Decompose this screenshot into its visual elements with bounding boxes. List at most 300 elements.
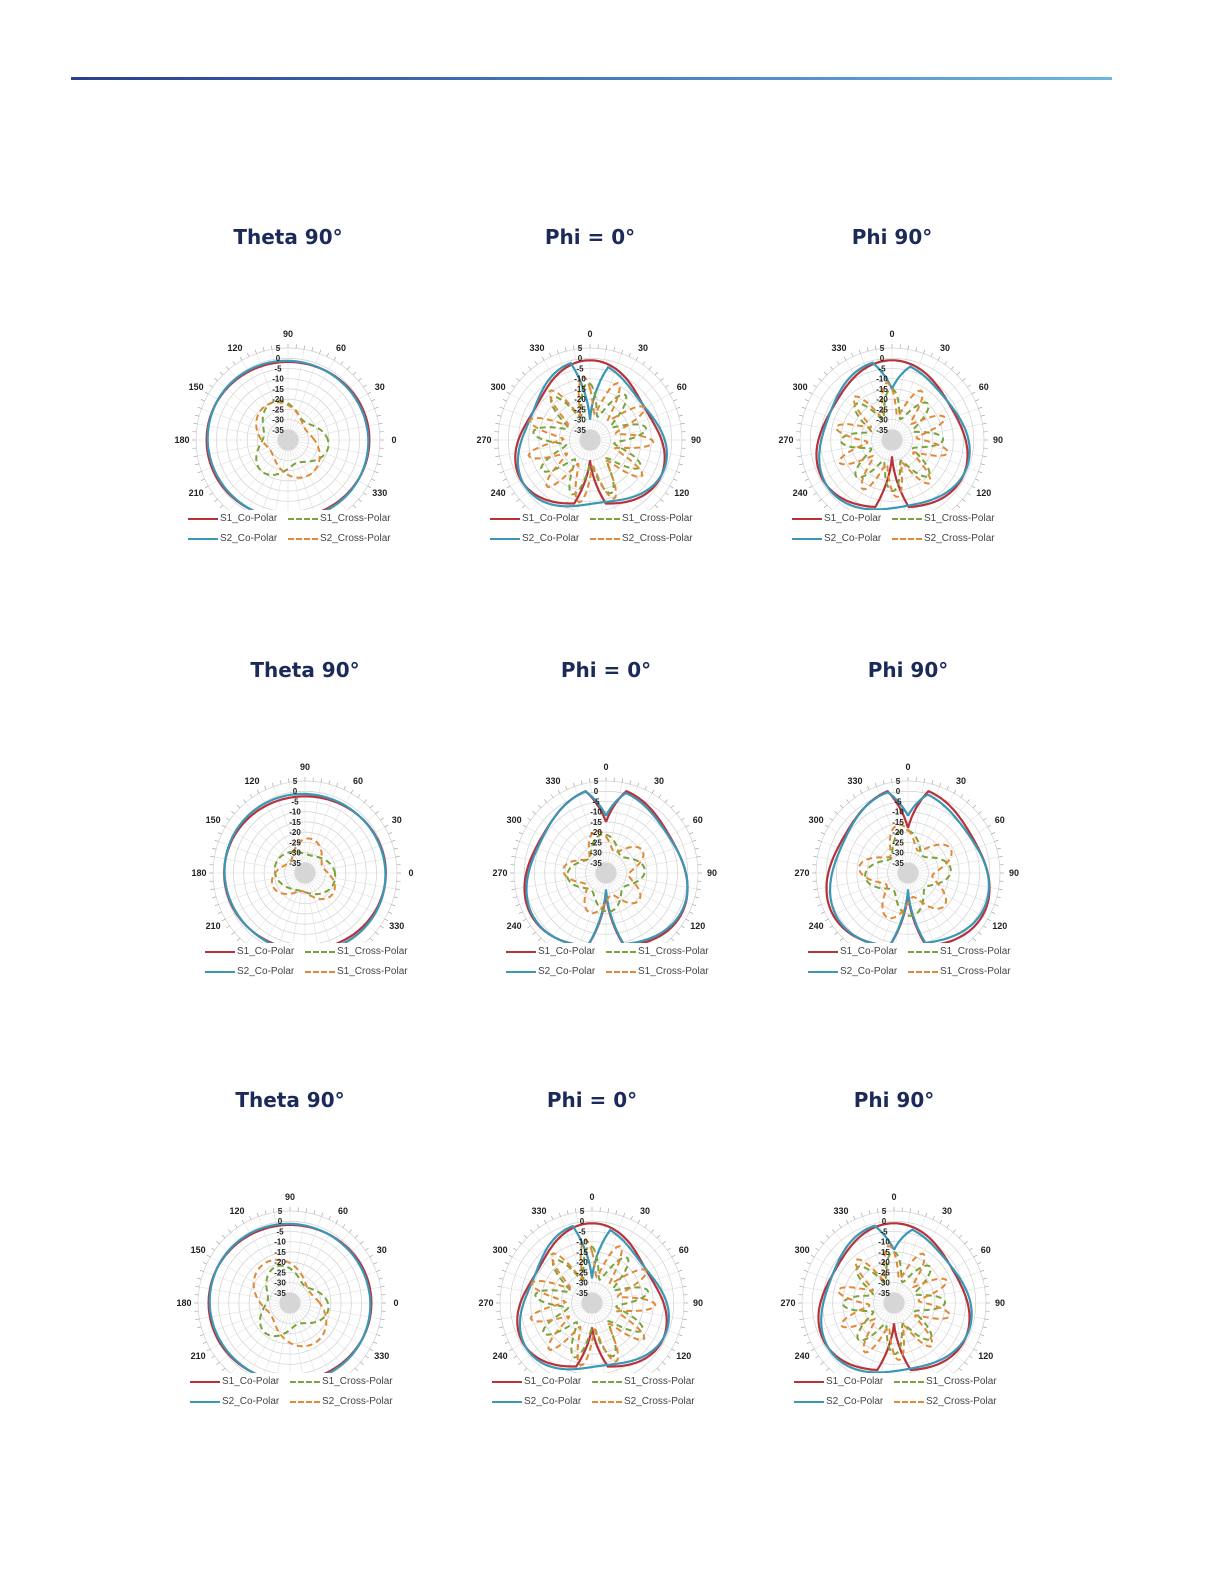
outer-tick xyxy=(938,357,940,360)
outer-tick xyxy=(376,1270,380,1271)
outer-tick xyxy=(381,1319,385,1320)
outer-tick xyxy=(347,366,350,369)
outer-tick xyxy=(377,415,381,416)
outer-tick xyxy=(513,897,517,898)
outer-tick xyxy=(243,799,246,802)
outer-tick xyxy=(924,778,925,782)
angle-label: 330 xyxy=(847,776,863,787)
outer-tick xyxy=(829,818,832,820)
outer-tick xyxy=(358,499,361,502)
outer-tick xyxy=(983,423,987,424)
outer-tick xyxy=(205,392,208,394)
legend-label: S2_Co-Polar xyxy=(826,1396,884,1407)
legend-label: S1_Co-Polar xyxy=(824,513,882,524)
radial-tick-label: -20 xyxy=(576,1258,588,1268)
legend-label: S1_Cross-Polar xyxy=(924,513,995,524)
chart-title: Phi = 0° xyxy=(546,1088,638,1112)
outer-tick xyxy=(697,889,701,890)
radial-tick-label: -25 xyxy=(576,1268,588,1278)
angle-label: 210 xyxy=(190,1351,206,1361)
outer-tick xyxy=(257,1213,258,1217)
outer-tick xyxy=(198,407,202,408)
angle-label: 240 xyxy=(490,488,506,498)
outer-tick xyxy=(818,378,821,381)
outer-tick xyxy=(375,811,378,814)
outer-tick xyxy=(983,926,986,928)
outer-tick xyxy=(265,1210,266,1214)
outer-tick xyxy=(502,1334,506,1335)
radial-tick-label: -15 xyxy=(576,1247,588,1257)
outer-tick xyxy=(839,1224,841,1227)
outer-tick xyxy=(676,471,680,472)
outer-tick xyxy=(343,1224,345,1227)
radial-tick-label: -30 xyxy=(878,1278,890,1288)
angle-label: 210 xyxy=(188,488,204,498)
outer-tick xyxy=(226,366,229,369)
legend-swatch xyxy=(792,538,822,540)
radial-tick-label: -35 xyxy=(574,425,586,435)
radial-tick-label: -10 xyxy=(892,807,904,817)
outer-tick xyxy=(951,366,954,369)
legend-label: S2_Co-Polar xyxy=(524,1396,582,1407)
outer-tick xyxy=(939,783,940,787)
outer-tick xyxy=(535,361,537,364)
legend-item xyxy=(606,946,709,957)
outer-tick xyxy=(220,505,223,508)
legend-label: S1_Cross-Polar xyxy=(940,946,1011,957)
outer-tick xyxy=(211,1248,214,1250)
legend-item xyxy=(288,513,391,524)
legend-item xyxy=(894,1376,997,1387)
outer-tick xyxy=(638,1220,640,1223)
outer-tick xyxy=(193,456,197,457)
radial-tick-label: -35 xyxy=(272,425,284,435)
outer-tick xyxy=(804,1270,808,1271)
outer-tick xyxy=(681,1278,685,1279)
outer-tick xyxy=(250,794,252,797)
radial-tick-label: -10 xyxy=(590,807,602,817)
legend-item xyxy=(506,946,595,957)
outer-tick xyxy=(211,1356,214,1358)
outer-tick xyxy=(978,811,981,814)
outer-tick xyxy=(947,1224,949,1227)
legend-label: S1_Co-Polar xyxy=(220,513,278,524)
outer-tick xyxy=(621,350,622,354)
radial-tick-label: 5 xyxy=(277,1207,283,1216)
angle-label: 240 xyxy=(792,488,808,498)
radial-tick-label: -15 xyxy=(876,384,888,394)
outer-tick xyxy=(379,1327,383,1328)
outer-tick xyxy=(288,778,289,782)
outer-tick xyxy=(974,1349,977,1351)
outer-tick xyxy=(678,1334,682,1335)
radial-tick-label: -10 xyxy=(878,1237,890,1247)
outer-tick xyxy=(645,1224,647,1227)
angle-label: 120 xyxy=(676,1351,692,1361)
outer-tick xyxy=(336,783,337,787)
legend-label: S2_Cross-Polar xyxy=(622,533,693,544)
outer-tick xyxy=(271,345,272,349)
outer-tick xyxy=(519,912,523,914)
outer-tick xyxy=(957,505,960,508)
outer-tick xyxy=(524,1368,527,1371)
outer-tick xyxy=(985,1286,989,1287)
outer-tick xyxy=(805,399,809,401)
outer-tick xyxy=(373,1342,377,1344)
outer-tick xyxy=(509,1349,512,1351)
outer-tick xyxy=(516,840,520,841)
legend-swatch xyxy=(592,1381,622,1383)
outer-tick xyxy=(212,848,216,849)
outer-tick xyxy=(218,832,222,834)
angle-label: 210 xyxy=(205,921,221,931)
outer-tick xyxy=(983,456,987,457)
outer-tick xyxy=(235,1224,237,1227)
legend-swatch xyxy=(288,518,318,520)
outer-tick xyxy=(247,353,249,357)
outer-tick xyxy=(815,1248,818,1250)
outer-tick xyxy=(355,1368,358,1371)
outer-tick xyxy=(959,1235,962,1238)
angle-label: 330 xyxy=(389,921,405,931)
legend-label: S2_Co-Polar xyxy=(522,533,580,544)
outer-tick xyxy=(264,786,266,790)
outer-tick xyxy=(336,1220,338,1223)
polar-chart xyxy=(742,225,1042,605)
outer-tick xyxy=(659,794,661,797)
polar-plot xyxy=(138,280,438,510)
legend-swatch xyxy=(205,971,235,973)
outer-tick xyxy=(353,505,356,508)
legend-swatch xyxy=(490,518,520,520)
radial-tick-label: -35 xyxy=(576,1288,588,1298)
outer-tick xyxy=(813,856,817,857)
outer-tick xyxy=(360,1362,363,1365)
legend-swatch xyxy=(305,951,335,953)
outer-tick xyxy=(983,1327,987,1328)
legend-swatch xyxy=(794,1381,824,1383)
outer-tick xyxy=(686,919,689,921)
grid-spoke xyxy=(242,440,288,510)
outer-tick xyxy=(616,1210,617,1214)
angle-label: 330 xyxy=(833,1206,849,1217)
polar-plot xyxy=(140,1143,440,1373)
outer-tick xyxy=(388,912,392,914)
angle-label: 60 xyxy=(335,343,347,354)
outer-tick xyxy=(497,1319,501,1320)
outer-tick xyxy=(368,392,371,394)
radial-tick-label: -10 xyxy=(574,374,586,384)
legend-item xyxy=(894,1396,997,1407)
outer-tick xyxy=(799,1319,803,1320)
outer-tick xyxy=(200,1270,204,1271)
outer-tick xyxy=(807,1262,811,1264)
outer-tick xyxy=(314,1210,315,1214)
legend-swatch xyxy=(190,1401,220,1403)
angle-label: 90 xyxy=(706,868,718,878)
outer-tick xyxy=(657,1235,660,1238)
radial-tick-label: -30 xyxy=(576,1278,588,1288)
outer-tick xyxy=(804,1334,808,1335)
outer-tick xyxy=(220,372,223,375)
angle-label: 90 xyxy=(1008,868,1020,878)
outer-tick xyxy=(649,366,652,369)
outer-tick xyxy=(665,385,668,387)
angle-label: 30 xyxy=(374,382,385,392)
legend-swatch xyxy=(606,951,636,953)
polar-chart xyxy=(440,225,740,605)
outer-tick xyxy=(379,456,383,457)
outer-tick xyxy=(368,486,371,488)
legend-label: S1_Co-Polar xyxy=(222,1376,280,1387)
radial-tick-label: -35 xyxy=(878,1288,890,1298)
radial-tick-label: -20 xyxy=(274,1258,286,1268)
angle-label: 90 xyxy=(992,435,1004,445)
radial-tick-label: -5 xyxy=(576,364,584,374)
outer-tick xyxy=(821,832,825,834)
legend-item xyxy=(506,966,595,977)
outer-tick xyxy=(695,848,699,849)
outer-tick xyxy=(673,399,677,401)
outer-tick xyxy=(203,1342,207,1344)
polar-chart xyxy=(758,658,1058,1038)
outer-tick xyxy=(891,778,892,782)
radial-tick-label: 5 xyxy=(881,1207,887,1216)
angle-label: 90 xyxy=(284,1192,296,1202)
outer-tick xyxy=(218,912,222,914)
outer-tick xyxy=(549,353,551,357)
outer-tick xyxy=(799,464,803,465)
outer-tick xyxy=(210,856,214,857)
outer-tick xyxy=(622,778,623,782)
radial-tick-label: -30 xyxy=(892,848,904,858)
grid-spoke xyxy=(305,873,351,943)
legend-label: S1_Cross-Polar xyxy=(337,966,408,977)
outer-tick xyxy=(306,1208,307,1212)
outer-tick xyxy=(813,385,816,387)
legend-item xyxy=(188,533,277,544)
outer-tick xyxy=(614,347,615,351)
legend-item xyxy=(492,1396,581,1407)
outer-tick xyxy=(981,415,985,416)
angle-label: 60 xyxy=(994,815,1005,825)
legend-label: S2_Co-Polar xyxy=(222,1396,280,1407)
outer-tick xyxy=(972,486,975,488)
legend-swatch xyxy=(892,538,922,540)
outer-tick xyxy=(209,385,212,387)
outer-tick xyxy=(329,780,330,784)
outer-tick xyxy=(509,1255,512,1257)
outer-tick xyxy=(233,361,235,364)
radial-tick-label: -5 xyxy=(578,1227,586,1237)
outer-tick xyxy=(216,1362,219,1365)
outer-tick xyxy=(280,780,281,784)
legend-label: S2_Cross-Polar xyxy=(322,1396,393,1407)
outer-tick xyxy=(388,832,392,834)
legend-item xyxy=(290,1376,393,1387)
legend-label: S2_Co-Polar xyxy=(237,966,295,977)
angle-label: 90 xyxy=(282,329,294,339)
radial-tick-label: -35 xyxy=(892,858,904,868)
outer-tick xyxy=(853,1216,855,1220)
legend-label: S1_Co-Polar xyxy=(826,1376,884,1387)
outer-tick xyxy=(980,1334,984,1335)
outer-tick xyxy=(507,392,510,394)
outer-tick xyxy=(376,1334,380,1335)
outer-tick xyxy=(953,1229,956,1232)
radial-tick-label: -15 xyxy=(878,1247,890,1257)
angle-label: 300 xyxy=(490,382,506,392)
chart-title: Theta 90° xyxy=(235,1088,345,1112)
outer-tick xyxy=(500,407,504,408)
legend-item xyxy=(205,966,294,977)
outer-tick xyxy=(997,897,1001,898)
radial-tick-label: -5 xyxy=(880,1227,888,1237)
outer-tick xyxy=(813,493,816,495)
outer-tick xyxy=(222,825,225,827)
outer-tick xyxy=(940,1220,942,1223)
legend-swatch xyxy=(205,951,235,953)
angle-label: 30 xyxy=(639,1206,651,1217)
outer-tick xyxy=(516,904,520,905)
angle-label: 0 xyxy=(408,868,414,878)
radial-tick-label: -20 xyxy=(272,395,284,405)
angle-label: 60 xyxy=(678,1245,689,1255)
grid-spoke xyxy=(606,873,652,943)
outer-tick xyxy=(975,399,979,401)
outer-tick xyxy=(523,919,526,921)
angle-label: 150 xyxy=(188,382,204,392)
outer-tick xyxy=(802,407,806,408)
outer-tick xyxy=(797,423,801,424)
legend-item xyxy=(606,966,709,977)
outer-tick xyxy=(532,932,535,935)
radial-tick-label: -5 xyxy=(894,797,902,807)
radial-tick-label: -10 xyxy=(289,807,301,817)
grid-spoke xyxy=(546,1303,592,1373)
radial-tick-label: -30 xyxy=(574,415,586,425)
outer-tick xyxy=(370,938,373,941)
polar-chart xyxy=(456,658,756,1038)
radial-tick-label: 0 xyxy=(895,787,901,797)
outer-tick xyxy=(237,805,240,808)
outer-tick xyxy=(629,353,631,357)
legend-item xyxy=(892,513,995,524)
outer-tick xyxy=(994,904,998,905)
outer-tick xyxy=(263,347,264,351)
outer-tick xyxy=(327,353,329,357)
outer-tick xyxy=(799,415,803,416)
outer-tick xyxy=(999,856,1003,857)
outer-tick xyxy=(631,1216,633,1220)
outer-tick xyxy=(973,938,976,941)
angle-label: 90 xyxy=(692,1298,704,1308)
angle-label: 60 xyxy=(352,776,364,787)
angle-label: 90 xyxy=(299,762,311,772)
outer-tick xyxy=(978,932,981,935)
chart-title: Phi = 0° xyxy=(560,658,652,682)
outer-tick xyxy=(840,938,843,941)
outer-tick xyxy=(231,932,234,935)
outer-tick xyxy=(511,889,515,890)
angle-label: 330 xyxy=(529,343,545,354)
angle-label: 180 xyxy=(191,868,207,878)
radial-tick-label: -15 xyxy=(892,817,904,827)
radial-tick-label: -20 xyxy=(590,828,602,838)
outer-tick xyxy=(692,840,696,841)
outer-tick xyxy=(861,1213,862,1217)
radial-tick-label: 5 xyxy=(895,777,901,786)
outer-tick xyxy=(379,1278,383,1279)
outer-tick xyxy=(818,904,822,905)
outer-tick xyxy=(341,361,343,364)
polar-chart xyxy=(155,658,455,1038)
outer-tick xyxy=(985,1319,989,1320)
legend-label: S1_Cross-Polar xyxy=(638,946,709,957)
radial-tick-label: 5 xyxy=(292,777,298,786)
outer-tick xyxy=(321,1213,322,1217)
chart-title: Phi = 0° xyxy=(544,225,636,249)
outer-tick xyxy=(565,347,566,351)
angle-label: 300 xyxy=(506,815,522,825)
angle-label: 330 xyxy=(372,488,388,498)
radial-tick-label: -25 xyxy=(878,1268,890,1278)
outer-tick xyxy=(371,479,375,481)
outer-tick xyxy=(507,486,510,488)
outer-tick xyxy=(660,378,663,381)
outer-tick xyxy=(503,479,507,481)
outer-tick xyxy=(513,848,517,849)
chart-title: Theta 90° xyxy=(233,225,343,249)
angle-label: 30 xyxy=(653,776,665,787)
outer-tick xyxy=(370,1349,373,1351)
outer-tick xyxy=(824,505,827,508)
outer-tick xyxy=(925,1213,926,1217)
outer-tick xyxy=(675,1262,679,1264)
outer-tick xyxy=(557,350,558,354)
outer-tick xyxy=(676,811,679,814)
angle-label: 0 xyxy=(393,1298,399,1308)
radial-tick-label: -35 xyxy=(289,858,301,868)
angle-label: 270 xyxy=(492,868,508,878)
outer-tick xyxy=(681,926,684,928)
outer-tick xyxy=(226,818,229,820)
outer-tick xyxy=(396,889,400,890)
radial-tick-label: -30 xyxy=(274,1278,286,1288)
legend-item xyxy=(792,533,881,544)
outer-tick xyxy=(667,1356,670,1358)
angle-label: 270 xyxy=(778,435,794,445)
legend-swatch xyxy=(590,538,620,540)
outer-tick xyxy=(312,347,313,351)
outer-tick xyxy=(497,415,501,416)
angle-label: 240 xyxy=(492,1351,508,1361)
polar-chart xyxy=(744,1088,1044,1468)
outer-tick xyxy=(681,456,685,457)
outer-tick xyxy=(222,1235,225,1238)
outer-tick xyxy=(679,464,683,465)
outer-tick xyxy=(670,392,673,394)
outer-tick xyxy=(558,790,560,793)
outer-tick xyxy=(875,345,876,349)
outer-tick xyxy=(662,1362,665,1365)
angle-label: 0 xyxy=(891,1192,897,1202)
outer-tick xyxy=(660,499,663,502)
legend-item xyxy=(188,513,277,524)
outer-tick xyxy=(665,799,668,802)
angle-label: 0 xyxy=(603,762,609,772)
outer-tick xyxy=(363,493,366,495)
